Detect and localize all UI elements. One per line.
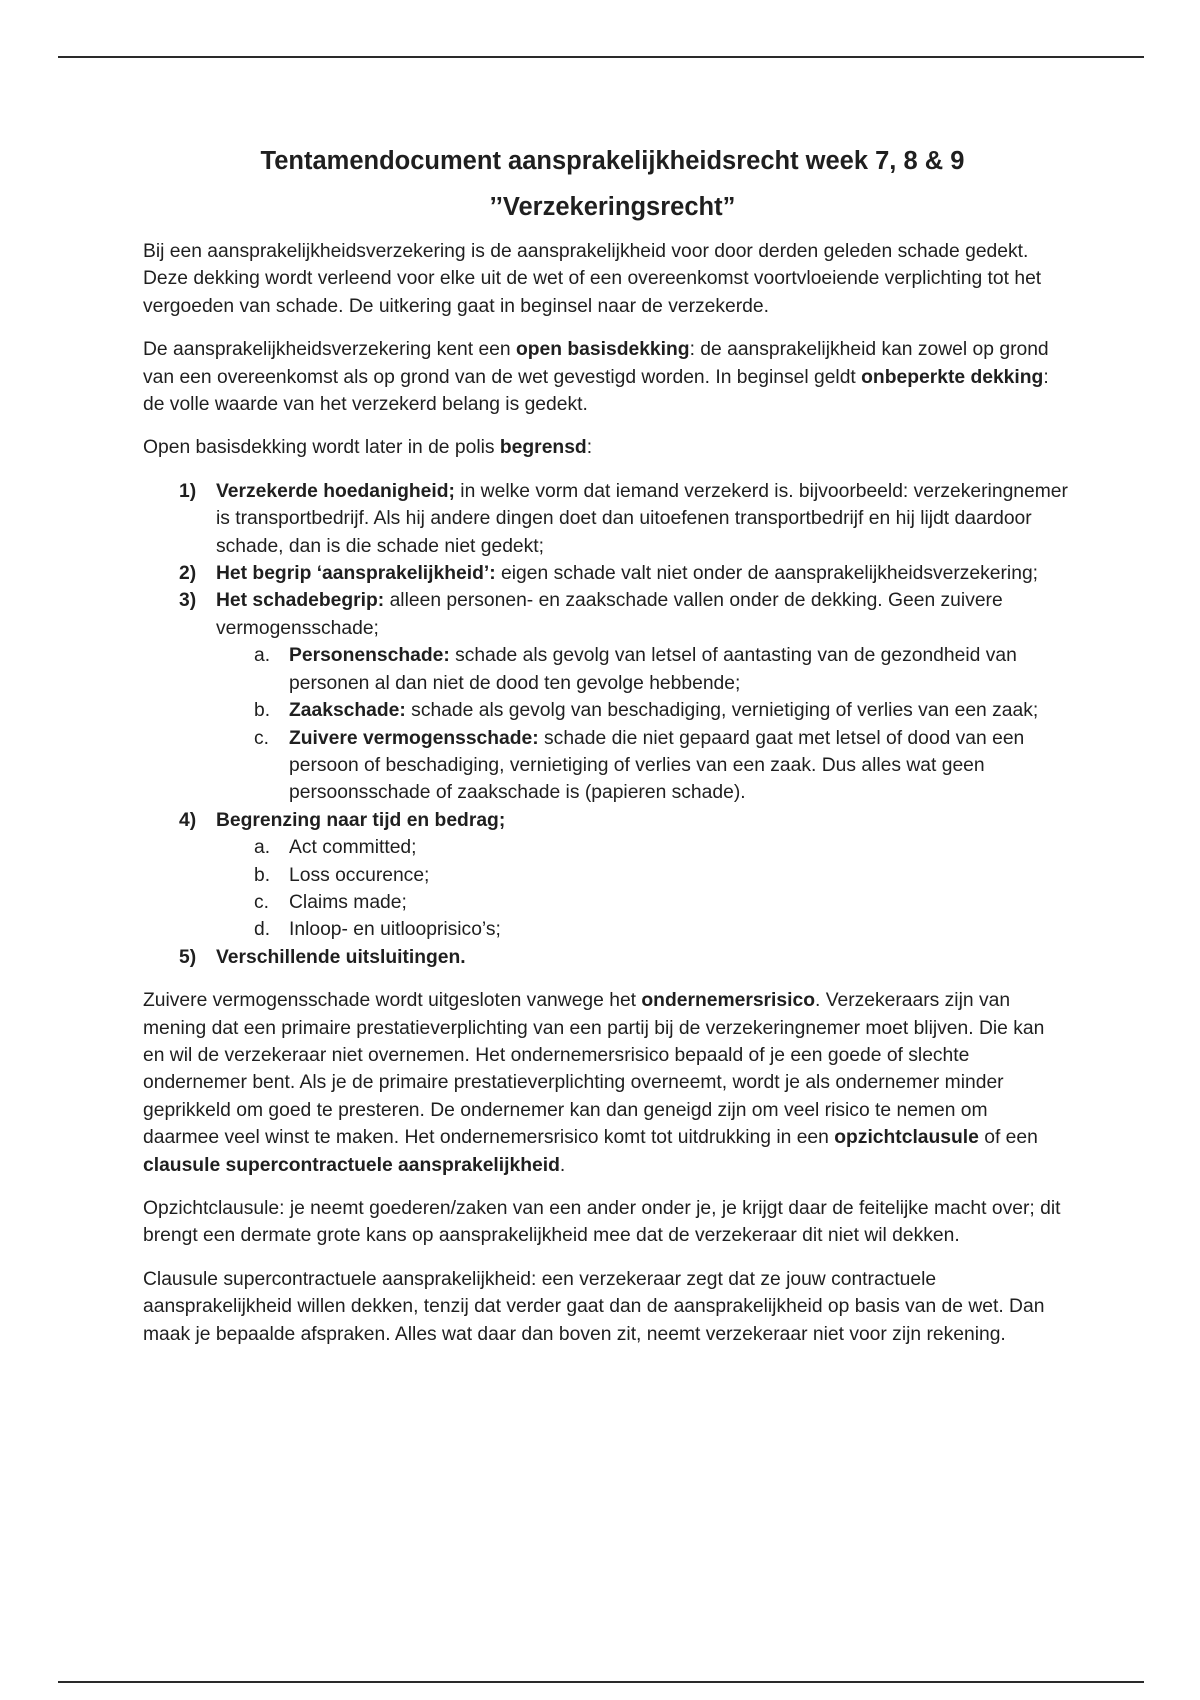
top-divider	[58, 56, 1144, 58]
list-item: 4) Begrenzing naar tijd en bedrag; a. Act committed; b. Loss occurence; c. Claims made; d. Inloop- en uitlooprisico’s;	[143, 807, 1068, 944]
document-title: Tentamendocument aansprakelijkheidsrecht week 7, 8 & 9	[260, 147, 965, 175]
paragraph-opzichtclausule: Opzichtclausule: je neemt goederen/zaken van een ander onder je, je krijgt daar de feitelijke macht over; dit brengt een dermate grote kans op aansprakelijkheid mee dat de verzekeraar dit niet wil dekken.	[143, 1198, 1061, 1247]
list-number: 2)	[179, 563, 197, 585]
list-number: 1)	[179, 480, 197, 502]
paragraph-begrensd: Open basisdekking wordt later in de polis begrensd:	[143, 437, 593, 459]
bottom-divider	[58, 1681, 1144, 1683]
sub-list-item: d. Inloop- en uitlooprisico’s;	[254, 919, 501, 941]
document-page	[143, 140, 1068, 1364]
sub-list-item: a. Act committed;	[254, 837, 417, 859]
list-item: 5) Verschillende uitsluitingen.	[143, 944, 1068, 971]
list-item: 2) Het begrip ‘aansprakelijkheid’: eigen schade valt niet onder de aansprakelijkheidsverzekering;	[143, 560, 1068, 587]
sub-list-item: b. Zaakschade: schade als gevolg van beschadiging, vernietiging of verlies van een zaak;	[254, 700, 1039, 722]
sub-list-item: c. Claims made;	[254, 891, 407, 913]
document-subtitle: ’’Verzekeringsrecht”	[489, 193, 736, 221]
sub-list-item: c. Zuivere vermogensschade: schade die niet gepaard gaat met letsel of dood van een persoon of beschadiging, vernietiging of verlies van een zaak. Dus alles wat geen persoonsschade of zaakschade is (papieren schade).	[254, 727, 1025, 804]
paragraph-basisdekking: De aansprakelijkheidsverzekering kent een open basisdekking: de aansprakelijkheid kan zowel op grond van een overeenkomst als op grond van de wet gevestigd worden. In beginsel geldt onbeperkte dekking: de volle waarde van het verzekerd belang is gedekt.	[143, 339, 1049, 416]
list-number: 4)	[179, 809, 197, 831]
paragraph-supercontractueel: Clausule supercontractuele aansprakelijkheid: een verzekeraar zegt dat ze jouw contractuele aansprakelijkheid willen dekken, tenzij dat verder gaat dan de aansprakelijkheid op basis van de wet. Dan maak je bepaalde afspraken. Alles wat daar dan boven zit, neemt verzekeraar niet voor zijn rekening.	[143, 1268, 1045, 1345]
sub-list-item: a. Personenschade: schade als gevolg van letsel of aantasting van de gezondheid van personen al dan niet de dood ten gevolge hebbende;	[254, 645, 1017, 694]
sub-list	[216, 642, 1068, 806]
paragraph-intro: Bij een aansprakelijkheidsverzekering is de aansprakelijkheid voor door derden geleden schade gedekt. Deze dekking wordt verleend voor elke uit de wet of een overeenkomst voortvloeiende verplichting tot het vergoeden van schade. De uitkering gaat in beginsel naar de verzekerde.	[143, 241, 1042, 317]
list-item: 3) Het schadebegrip: alleen personen- en zaakschade vallen onder de dekking. Geen zuivere vermogensschade; a. Personenschade: schade als gevolg van letsel of aantasting van de gezondheid van personen al dan niet de dood ten gevolge hebbende; b. Zaakschade: schade als gevolg van beschadiging, vernietiging of verlies van een zaak; c. Zuivere vermogensschade: schade die niet gepaard gaat met letsel of dood van een persoon of beschadiging, vernietiging of verlies van een zaak. Dus alles wat geen persoonsschade of zaakschade is (papieren schade).	[143, 587, 1068, 806]
sub-list-item: b. Loss occurence;	[254, 864, 430, 886]
list-number: 5)	[179, 946, 197, 968]
numbered-list	[143, 478, 1068, 971]
sub-list	[216, 834, 1068, 944]
list-item: 1) Verzekerde hoedanigheid; in welke vorm dat iemand verzekerd is. bijvoorbeeld: verzekeringnemer is transportbedrijf. Als hij andere dingen doet dan uitoefenen transportbedrijf en hij lijdt daardoor schade, dan is die schade niet gedekt;	[143, 478, 1068, 560]
paragraph-ondernemersrisico: Zuivere vermogensschade wordt uitgesloten vanwege het ondernemersrisico. Verzekeraars zijn van mening dat een primaire prestatieverplichting van een partij bij de verzekeringnemer moet blijven. Die kan en wil de verzekeraar niet overnemen. Het ondernemersrisico bepaald of je een goede of slechte ondernemer bent. Als je de primaire prestatieverplichting overneemt, wordt je als ondernemer minder geprikkeld om goed te presteren. De ondernemer kan dan geneigd zijn om veel risico te nemen om daarmee veel winst te maken. Het ondernemersrisico komt tot uitdrukking in een opzichtclausule of een clausule supercontractuele aansprakelijkheid.	[143, 990, 1045, 1176]
list-number: 3)	[179, 590, 197, 612]
